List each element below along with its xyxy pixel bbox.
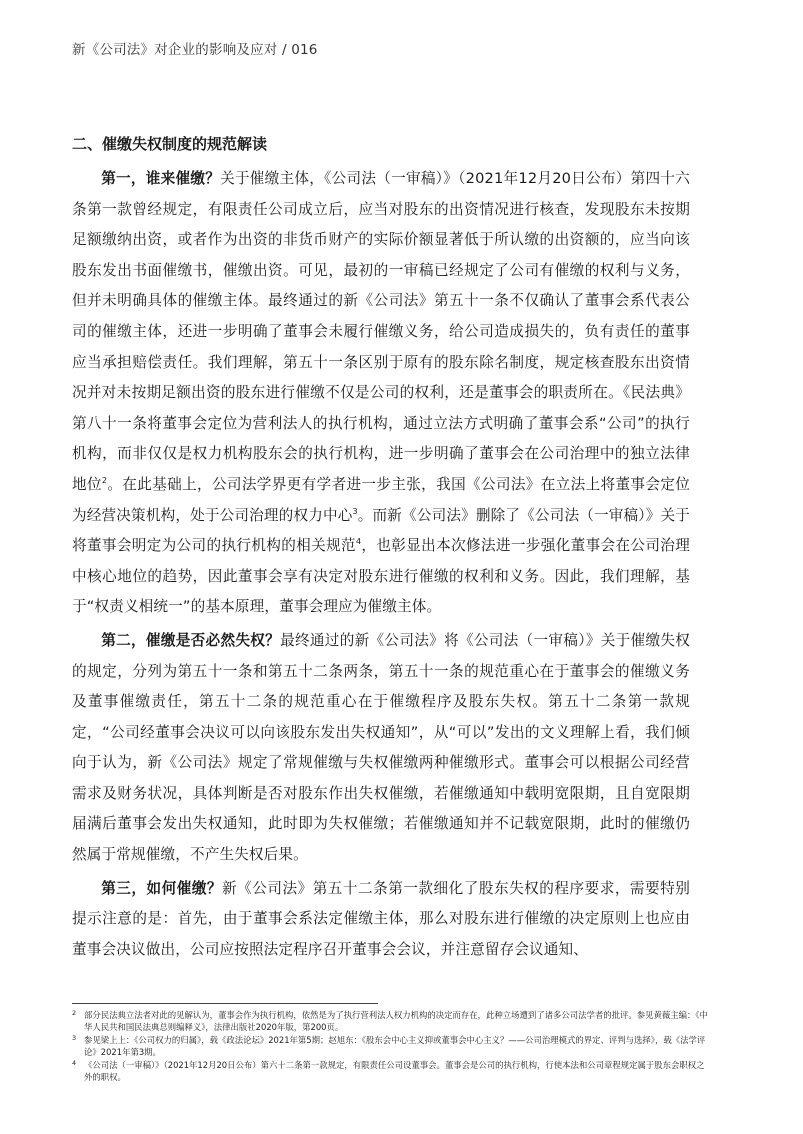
footnote-ref-3[interactable]: 3 — [352, 506, 358, 516]
footnote-number: 3 — [72, 1034, 77, 1043]
footnote-2 — [72, 1010, 708, 1033]
paragraph-lead: 第三，如何催缴？ — [101, 879, 223, 897]
paragraph-text: ，也彰显出本次修法进一步强化董事会在公司治理中核心地位的趋势，因此董事会享有决定对股东进行催缴的权利和义务。因此，我们理解，基于“权责义相统一”的基本原理，董事会理应为催缴主体。 — [72, 537, 690, 616]
paragraph-3 — [72, 874, 690, 966]
footnote-ref-4[interactable]: 4 — [355, 537, 362, 547]
footnote-text: 部分民法典立法者对此的见解认为，董事会作为执行机构，依然是为了执行营利法人权力机构的决定而存在，此种立场遭到了诸多公司法学者的批评。参见黄薇主编：《中华人民共和国民法典总则编释义》，法律出版社2020年版，第200页。 — [84, 1010, 708, 1032]
paragraph-text: 。而新《公司法》删除了《公司法（一审稿）》关于将董事会明定为公司的执行机构的相关规范 — [72, 506, 690, 555]
paragraph-text: 。在此基础上，公司法学界更有学者进一步主张，我国《公司法》在立法上将董事会定位为经营决策机构，处于公司治理的权力中心 — [72, 475, 690, 524]
paragraph-lead: 第一，谁来催缴？ — [101, 170, 221, 187]
running-header: 新《公司法》对企业的影响及应对 / 016 — [72, 42, 318, 58]
footnote-text: 《公司法（一审稿）》（2021年12月20日公布）第六十二条第一款规定，有限责任公司设董事会。董事会是公司的执行机构，行使本法和公司章程规定属于股东会职权之外的职权。 — [84, 1060, 705, 1082]
footnote-number: 4 — [72, 1059, 77, 1068]
footnote-4 — [72, 1060, 708, 1083]
footnotes — [72, 1010, 708, 1086]
footnote-divider — [72, 1003, 378, 1004]
footnote-number: 2 — [72, 1009, 77, 1017]
footnote-ref-2[interactable]: 2 — [101, 476, 108, 486]
paragraph-lead: 第二，催缴是否必然失权？ — [101, 631, 281, 649]
paragraph-text: 关于催缴主体，《公司法（一审稿）》（2021年12月20日公布）第四十六条第一款曾经规定，有限责任公司成立后，应当对股东的出资情况进行核查，发现股东未按期足额缴纳出资，或者作为出资的非货币财产的实际价额显著低于所认缴的出资额的，应当向该股东发出书面催缴书，催缴出资。可见，最初的一审稿已经规定了公司有催缴的权利与义务，但并未明确具体的催缴主体。最终通过的新《公司法》第五十一条不仅确认了董事会系代表公司的催缴主体，还进一步明确了董事会未履行催缴义务，给公司造成损失的，负有责任的董事应当承担赔偿责任。我们理解，第五十一条区别于原有的股东除名制度，规定核查股东出资情况并对未按期足额出资的股东进行催缴不仅是公司的权利，还是董事会的职责所在。《民法典》第八十一条将董事会定位为营利法人的执行机构，通过立法方式明确了董事会系“公司”的执行机构，而非仅仅是权力机构股东会的执行机构，进一步明确了董事会在公司治理中的独立法律地位 — [72, 170, 690, 493]
paragraph-text: 最终通过的新《公司法》将《公司法（一审稿）》关于催缴失权的规定，分列为第五十一条和第五十二条两条，第五十一条的规范重心在于董事会的催缴义务及董事催缴责任，第五十二条的规范重心在于催缴程序及股东失权。第五十二条第一款规定，“公司经董事会决议可以向该股东发出失权通知”，从“可以”发出的文义理解上看，我们倾向于认为，新《公司法》规定了常规催缴与失权催缴两种催缴形式。董事会可以根据公司经营需求及财务状况，具体判断是否对股东作出失权催缴，若催缴通知中载明宽限期，且自宽限期届满后董事会发出失权通知，此时即为失权催缴；若催缴通知并不记载宽限期，此时的催缴仍然属于常规催缴，不产生失权后果。 — [72, 631, 690, 864]
paragraph-text: 新《公司法》第五十二条第一款细化了股东失权的程序要求，需要特别提示注意的是：首先，由于董事会系法定催缴主体，那么对股东进行催缴的决定原则上也应由董事会决议做出，公司应按照法定程序召开董事会会议，并注意留存会议通知、 — [72, 879, 690, 958]
paragraph-2 — [72, 626, 690, 871]
paragraph-1 — [72, 164, 690, 623]
section-title: 二、催缴失权制度的规范解读 — [72, 135, 268, 153]
body-content — [72, 132, 690, 968]
footnote-3 — [72, 1035, 708, 1058]
footnote-text: 参见梁上上：《公司权力的归属》，载《政法论坛》2021年第5期；赵旭东：《股东会中心主义抑或董事会中心主义？——公司治理模式的界定、评判与选择》，载《法学评论》2021年第3期。 — [84, 1035, 706, 1057]
